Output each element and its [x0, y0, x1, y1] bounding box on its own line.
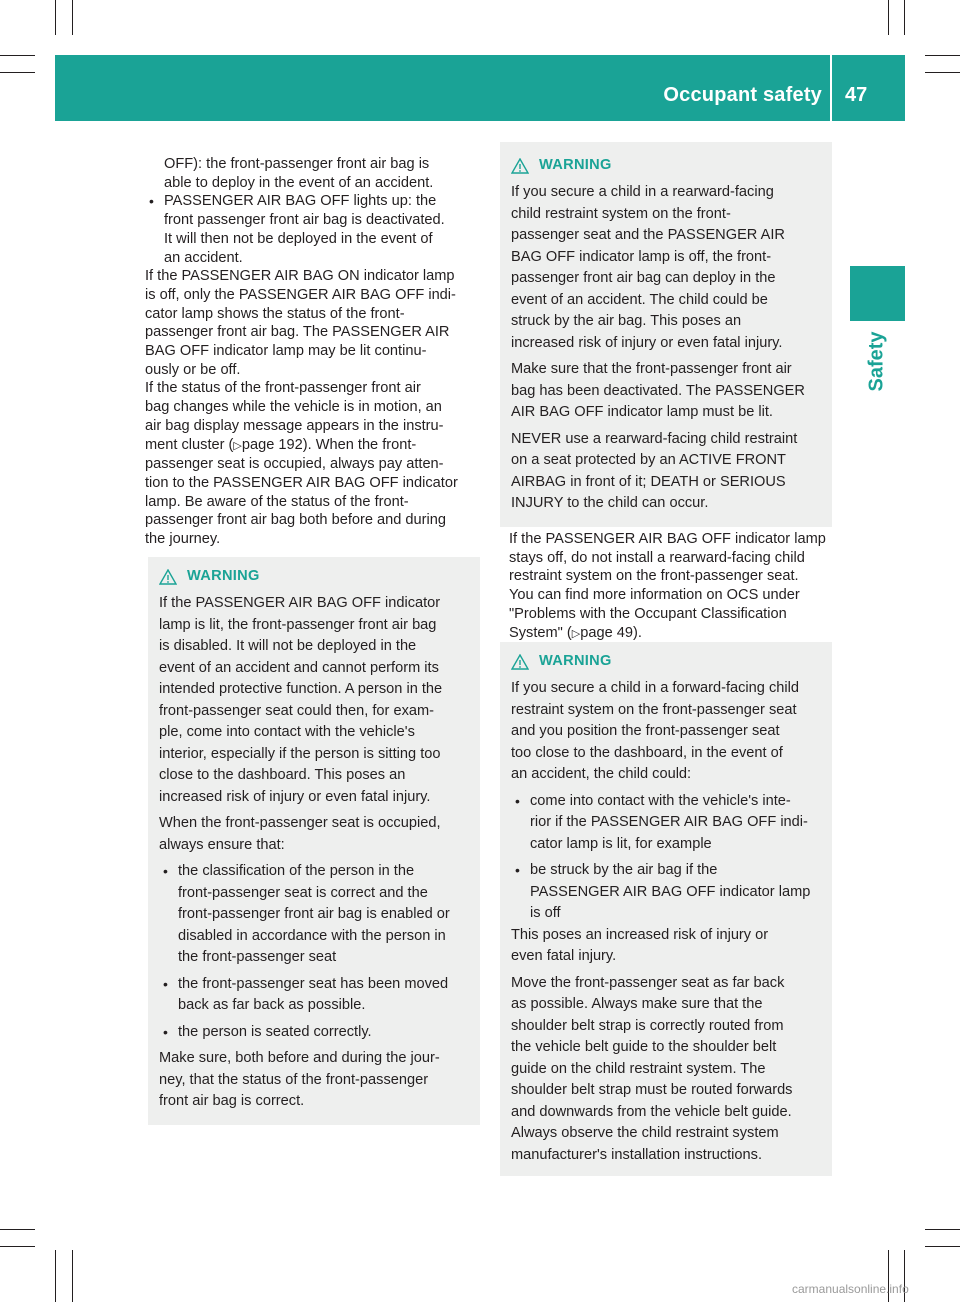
text-line: the vehicle belt guide to the shoulder belt: [511, 1039, 777, 1055]
warning-label: WARNING: [539, 653, 612, 670]
warning-label: WARNING: [539, 157, 612, 174]
crop-mark: [0, 1246, 35, 1247]
text-line: Move the front-passenger seat as far back: [511, 974, 785, 991]
crop-mark: [925, 72, 960, 73]
text-line: INJURY to the child can occur.: [511, 495, 709, 511]
text-line: When the front-passenger seat is occupied,: [159, 815, 441, 831]
text-line: air bag display message appears in the instru-: [145, 417, 444, 434]
text-line: able to deploy in the event of an accident.: [164, 174, 434, 191]
text-line: on a seat protected by an ACTIVE FRONT: [511, 452, 786, 468]
text-line: If the PASSENGER AIR BAG OFF indicator lamp: [509, 531, 826, 547]
text-line: AIR BAG OFF indicator lamp must be lit.: [511, 404, 773, 420]
text-line: front-passenger seat could then, for exam-: [159, 702, 434, 719]
page-number: 47: [845, 84, 868, 106]
text-fragment: ment cluster (: [145, 436, 234, 453]
warning-box: [500, 642, 832, 1176]
text-line: restraint system on the front-passenger seat.: [509, 568, 799, 585]
text-line: Always observe the child restraint system: [511, 1125, 779, 1141]
text-line: "Problems with the Occupant Classification: [509, 605, 787, 622]
list-item: [159, 861, 469, 883]
warning-header: [159, 567, 469, 587]
text-line: struck by the air bag. This poses an: [511, 313, 742, 329]
left-column-text: [145, 155, 483, 549]
text-line: the front-passenger seat has been moved: [178, 975, 449, 992]
list-item: [511, 860, 821, 882]
list-item: [511, 791, 821, 813]
text-line: Make sure, both before and during the jour-: [159, 1050, 440, 1066]
text-line: back as far back as possible.: [178, 997, 366, 1013]
text-line: disabled in accordance with the person in: [178, 927, 446, 944]
text-line: rior if the PASSENGER AIR BAG OFF indi-: [530, 814, 808, 830]
crop-mark: [55, 1250, 56, 1302]
text-line: event of an accident. The child could be: [511, 291, 768, 308]
text-line: child restraint system on the front-: [511, 205, 731, 222]
header-divider: [830, 55, 832, 121]
text-line: If you secure a child in a forward-facing child: [511, 680, 799, 696]
text-line: passenger seat and the PASSENGER AIR: [511, 227, 785, 243]
crop-mark: [904, 0, 905, 35]
warning-triangle-icon: [159, 569, 177, 585]
page-ref-link[interactable]: page 49).: [580, 624, 642, 641]
warning-header: [511, 652, 821, 672]
text-line: shoulder belt strap is correctly routed from: [511, 1017, 784, 1034]
crop-mark: [0, 55, 35, 56]
text-line: cator lamp is lit, for example: [530, 835, 712, 852]
text-line: passenger front air bag. The PASSENGER AIR: [145, 324, 450, 341]
text-line: This poses an increased risk of injury or: [511, 926, 769, 943]
text-line: NEVER use a rearward-facing child restraint: [511, 430, 798, 447]
text-line: [509, 624, 839, 644]
page-ref-link[interactable]: page 192). When the front-: [241, 436, 417, 453]
list-item: [159, 1022, 469, 1044]
text-line: is disabled. It will not be deployed in the: [159, 638, 417, 654]
warning-triangle-icon: [511, 158, 529, 174]
text-line: come into contact with the vehicle's inte-: [530, 792, 791, 809]
text-line: close to the dashboard. This poses an: [159, 767, 406, 783]
text-line: Make sure that the front-passenger front air: [511, 361, 792, 377]
text-line: as possible. Always make sure that the: [511, 996, 763, 1012]
text-line: always ensure that:: [159, 836, 285, 853]
text-line: cator lamp shows the status of the front-: [145, 305, 405, 322]
text-line: an accident.: [164, 249, 243, 266]
text-line: ously or be off.: [145, 361, 241, 378]
text-line: is off: [530, 905, 561, 921]
text-line: intended protective function. A person in the: [159, 681, 443, 697]
text-line: bag changes while the vehicle is in motion, an: [145, 399, 442, 416]
crop-mark: [888, 0, 889, 35]
text-line: guide on the child restraint system. The: [511, 1060, 766, 1077]
warning-header: [511, 156, 821, 176]
text-line: the classification of the person in the: [178, 863, 415, 879]
text-line: PASSENGER AIR BAG OFF indicator lamp: [530, 883, 811, 900]
text-line: and you position the front-passenger seat: [511, 723, 780, 739]
list-item: [159, 974, 469, 996]
text-line: be struck by the air bag if the: [530, 862, 718, 878]
section-title: Occupant safety: [663, 84, 822, 106]
page-ref-arrow-icon: ▷: [233, 439, 242, 452]
text-line: front air bag is correct.: [159, 1093, 305, 1109]
text-line: BAG OFF indicator lamp may be lit continu-: [145, 343, 427, 360]
text-line: shoulder belt strap must be routed forwards: [511, 1082, 793, 1098]
text-line: It will then not be deployed in the event of: [164, 230, 433, 247]
text-line: front-passenger front air bag is enabled or: [178, 906, 450, 922]
text-line: PASSENGER AIR BAG OFF lights up: the: [164, 193, 437, 210]
text-line: If the PASSENGER AIR BAG OFF indicator: [159, 595, 441, 611]
crop-mark: [72, 1250, 73, 1302]
text-line: bag has been deactivated. The PASSENGER: [511, 382, 805, 399]
text-line: even fatal injury.: [511, 948, 617, 964]
text-line: ple, come into contact with the vehicle's: [159, 724, 415, 740]
text-line: an accident, the child could:: [511, 766, 692, 782]
warning-box: [148, 557, 480, 1125]
text-line: BAG OFF indicator lamp is off, the front-: [511, 248, 772, 265]
text-line: the front-passenger seat: [178, 949, 337, 965]
text-line: interior, especially if the person is sitting too: [159, 745, 441, 762]
text-line: lamp is lit, the front-passenger front air bag: [159, 616, 437, 633]
right-column-text: [509, 530, 839, 643]
text-line: front passenger front air bag is deactivated.: [164, 212, 445, 229]
crop-mark: [925, 55, 960, 56]
text-line: the journey.: [145, 531, 221, 548]
footer-watermark[interactable]: carmanualsonline.info: [792, 1282, 909, 1296]
side-tab-marker: [850, 266, 905, 321]
list-item: [145, 192, 483, 211]
text-line: You can find more information on OCS under: [509, 587, 800, 604]
text-line: front-passenger seat is correct and the: [178, 884, 428, 901]
text-line: If you secure a child in a rearward-facing: [511, 184, 774, 200]
text-line: is off, only the PASSENGER AIR BAG OFF indi-: [145, 286, 456, 303]
side-tab-label: Safety: [865, 331, 888, 392]
warning-triangle-icon: [511, 654, 529, 670]
text-line: AIRBAG in front of it; DEATH or SERIOUS: [511, 473, 786, 490]
text-line: stays off, do not install a rearward-facing child: [509, 549, 805, 566]
text-line: the person is seated correctly.: [178, 1023, 372, 1040]
text-fragment: System" (: [509, 624, 572, 641]
text-line: If the PASSENGER AIR BAG ON indicator lamp: [145, 268, 455, 285]
text-line: OFF): the front-passenger front air bag is: [164, 156, 430, 172]
crop-mark: [72, 0, 73, 35]
text-line: ney, that the status of the front-passenger: [159, 1071, 429, 1088]
text-line: tion to the PASSENGER AIR BAG OFF indicator: [145, 474, 458, 491]
text-line: passenger seat is occupied, always pay atten-: [145, 456, 444, 473]
crop-mark: [0, 72, 35, 73]
page-ref-arrow-icon: ▷: [571, 627, 581, 640]
text-line: increased risk of injury or even fatal injury.: [159, 788, 431, 805]
crop-mark: [925, 1229, 960, 1230]
crop-mark: [925, 1246, 960, 1247]
text-line: If the status of the front-passenger front air: [145, 380, 421, 397]
text-line: [145, 436, 483, 456]
text-line: passenger front air bag both before and during: [145, 512, 447, 529]
text-line: passenger front air bag can deploy in the: [511, 270, 776, 286]
text-line: and downwards from the vehicle belt guide.: [511, 1103, 792, 1120]
text-line: manufacturer's installation instructions.: [511, 1146, 762, 1163]
text-line: increased risk of injury or even fatal injury.: [511, 334, 783, 351]
text-line: event of an accident and cannot perform its: [159, 659, 439, 676]
crop-mark: [55, 0, 56, 35]
text-line: lamp. Be aware of the status of the front-: [145, 493, 409, 510]
text-line: restraint system on the front-passenger seat: [511, 701, 797, 718]
warning-label: WARNING: [187, 568, 260, 585]
text-line: too close to the dashboard, in the event of: [511, 744, 783, 761]
warning-box: [500, 142, 832, 527]
crop-mark: [0, 1229, 35, 1230]
